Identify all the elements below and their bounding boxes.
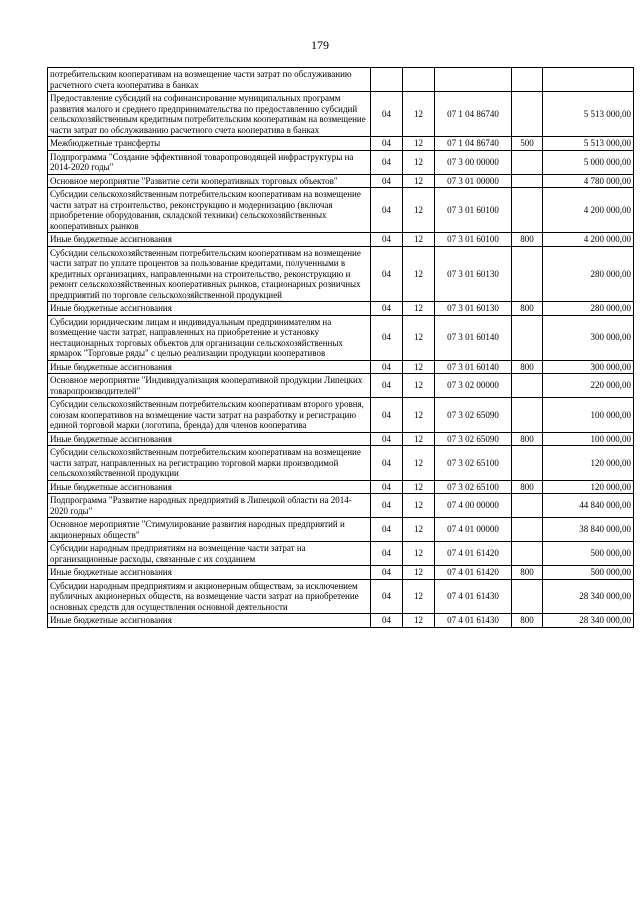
- row-target-code-cell: 07 4 01 61420: [435, 542, 512, 566]
- row-section-cell: 04: [371, 614, 403, 628]
- row-section-cell: 04: [371, 398, 403, 433]
- row-section-cell: 04: [371, 188, 403, 233]
- row-subsection-cell: 12: [403, 92, 435, 137]
- row-subsection-cell: 12: [403, 188, 435, 233]
- row-expense-type-cell: 800: [512, 360, 543, 374]
- row-subsection-cell: 12: [403, 542, 435, 566]
- row-expense-type-cell: 800: [512, 614, 543, 628]
- row-target-code-cell: 07 4 01 61420: [435, 566, 512, 580]
- row-expense-type-cell: [512, 494, 543, 518]
- row-name-cell: Субсидии сельскохозяйственным потребительским кооперативам на возмещение части затрат, направленных на регистрацию торговой марки производимой сельскохозяйственной продукции: [48, 446, 371, 481]
- row-expense-type-cell: [512, 174, 543, 188]
- row-amount-cell: 280 000,00: [543, 302, 634, 316]
- row-name-cell: Подпрограмма "Развитие народных предприятий в Липецкой области на 2014-2020 годы": [48, 494, 371, 518]
- table-row: [48, 137, 634, 151]
- row-expense-type-cell: [512, 246, 543, 302]
- row-subsection-cell: [403, 68, 435, 92]
- table-row: [48, 566, 634, 580]
- row-section-cell: 04: [371, 233, 403, 247]
- row-target-code-cell: [435, 68, 512, 92]
- table-row: [48, 68, 634, 92]
- row-expense-type-cell: 800: [512, 566, 543, 580]
- row-target-code-cell: 07 4 00 00000: [435, 494, 512, 518]
- row-amount-cell: 280 000,00: [543, 246, 634, 302]
- page-number: 179: [311, 38, 329, 52]
- table-row: [48, 92, 634, 137]
- row-target-code-cell: 07 3 01 60100: [435, 188, 512, 233]
- row-amount-cell: [543, 68, 634, 92]
- row-amount-cell: 4 780 000,00: [543, 174, 634, 188]
- row-amount-cell: 5 513 000,00: [543, 92, 634, 137]
- row-target-code-cell: 07 3 01 60100: [435, 233, 512, 247]
- row-section-cell: 04: [371, 315, 403, 360]
- row-name-cell: Иные бюджетные ассигнования: [48, 614, 371, 628]
- row-expense-type-cell: [512, 446, 543, 481]
- budget-table: [47, 67, 634, 628]
- row-subsection-cell: 12: [403, 398, 435, 433]
- row-expense-type-cell: 800: [512, 233, 543, 247]
- row-amount-cell: 4 200 000,00: [543, 233, 634, 247]
- row-amount-cell: 300 000,00: [543, 360, 634, 374]
- row-amount-cell: 220 000,00: [543, 374, 634, 398]
- row-expense-type-cell: 800: [512, 480, 543, 494]
- table-row: [48, 233, 634, 247]
- row-subsection-cell: 12: [403, 494, 435, 518]
- row-subsection-cell: 12: [403, 446, 435, 481]
- row-target-code-cell: 07 3 01 60130: [435, 302, 512, 316]
- row-name-cell: Основное мероприятие "Индивидуализация кооперативной продукции Липецких товаропроизводителей": [48, 374, 371, 398]
- table-row: [48, 432, 634, 446]
- row-target-code-cell: 07 3 00 00000: [435, 150, 512, 174]
- row-expense-type-cell: 800: [512, 432, 543, 446]
- row-subsection-cell: 12: [403, 374, 435, 398]
- row-section-cell: 04: [371, 92, 403, 137]
- table-row: [48, 360, 634, 374]
- row-section-cell: 04: [371, 150, 403, 174]
- row-amount-cell: 120 000,00: [543, 480, 634, 494]
- row-name-cell: Субсидии сельскохозяйственным потребительским кооперативам второго уровня, союзам кооперативов на возмещение части затрат на разработку и регистрацию единой торговой марки (логотипа, бренда) для членов кооператива: [48, 398, 371, 433]
- row-section-cell: 04: [371, 446, 403, 481]
- row-subsection-cell: 12: [403, 579, 435, 614]
- row-section-cell: 04: [371, 302, 403, 316]
- row-amount-cell: 120 000,00: [543, 446, 634, 481]
- row-target-code-cell: 07 4 01 61430: [435, 614, 512, 628]
- table-row: [48, 246, 634, 302]
- table-row: [48, 494, 634, 518]
- row-amount-cell: 500 000,00: [543, 566, 634, 580]
- row-name-cell: Иные бюджетные ассигнования: [48, 480, 371, 494]
- row-expense-type-cell: 500: [512, 137, 543, 151]
- row-target-code-cell: 07 1 04 86740: [435, 92, 512, 137]
- row-name-cell: Основное мероприятие "Развитие сети кооперативных торговых объектов": [48, 174, 371, 188]
- row-subsection-cell: 12: [403, 302, 435, 316]
- row-name-cell: Иные бюджетные ассигнования: [48, 360, 371, 374]
- table-row: [48, 315, 634, 360]
- table-row: [48, 188, 634, 233]
- table-row: [48, 480, 634, 494]
- table-row: [48, 302, 634, 316]
- row-section-cell: 04: [371, 566, 403, 580]
- row-subsection-cell: 12: [403, 518, 435, 542]
- table-row: [48, 446, 634, 481]
- row-target-code-cell: 07 4 01 61430: [435, 579, 512, 614]
- row-target-code-cell: 07 3 02 65090: [435, 398, 512, 433]
- row-name-cell: потребительским кооперативам на возмещение части затрат по обслуживанию расчетного счета кооператива в банках: [48, 68, 371, 92]
- row-section-cell: 04: [371, 494, 403, 518]
- row-section-cell: 04: [371, 246, 403, 302]
- row-expense-type-cell: 800: [512, 302, 543, 316]
- row-target-code-cell: 07 3 02 00000: [435, 374, 512, 398]
- row-amount-cell: 28 340 000,00: [543, 614, 634, 628]
- table-row: [48, 398, 634, 433]
- row-target-code-cell: 07 3 01 60140: [435, 315, 512, 360]
- row-target-code-cell: 07 1 04 86740: [435, 137, 512, 151]
- row-name-cell: Иные бюджетные ассигнования: [48, 432, 371, 446]
- row-amount-cell: 4 200 000,00: [543, 188, 634, 233]
- row-name-cell: Субсидии юридическим лицам и индивидуальным предпринимателям на возмещение части затрат, направленных на приобретение и установку нестационарных торговых объектов для организации сельскохозяйственных ярмарок "Торговые ряды" с целью реализации продукции кооперативов: [48, 315, 371, 360]
- row-expense-type-cell: [512, 315, 543, 360]
- row-expense-type-cell: [512, 374, 543, 398]
- row-section-cell: 04: [371, 579, 403, 614]
- row-amount-cell: 100 000,00: [543, 432, 634, 446]
- row-subsection-cell: 12: [403, 566, 435, 580]
- row-section-cell: 04: [371, 174, 403, 188]
- row-section-cell: 04: [371, 360, 403, 374]
- row-expense-type-cell: [512, 542, 543, 566]
- row-amount-cell: 38 840 000,00: [543, 518, 634, 542]
- row-amount-cell: 100 000,00: [543, 398, 634, 433]
- row-name-cell: Подпрограмма "Создание эффективной товаропроводящей инфраструктуры на 2014-2020 годы": [48, 150, 371, 174]
- row-target-code-cell: 07 3 01 60130: [435, 246, 512, 302]
- row-section-cell: 04: [371, 432, 403, 446]
- table-row: [48, 174, 634, 188]
- row-expense-type-cell: [512, 518, 543, 542]
- row-name-cell: Межбюджетные трансферты: [48, 137, 371, 151]
- row-name-cell: Иные бюджетные ассигнования: [48, 302, 371, 316]
- row-subsection-cell: 12: [403, 480, 435, 494]
- row-section-cell: [371, 68, 403, 92]
- row-subsection-cell: 12: [403, 432, 435, 446]
- row-section-cell: 04: [371, 542, 403, 566]
- row-subsection-cell: 12: [403, 137, 435, 151]
- row-target-code-cell: 07 3 02 65100: [435, 480, 512, 494]
- table-row: [48, 150, 634, 174]
- row-target-code-cell: 07 3 02 65090: [435, 432, 512, 446]
- table-row: [48, 374, 634, 398]
- row-expense-type-cell: [512, 92, 543, 137]
- row-section-cell: 04: [371, 374, 403, 398]
- row-expense-type-cell: [512, 188, 543, 233]
- row-name-cell: Субсидии народным предприятиям на возмещение части затрат на организационные расходы, связанные с их созданием: [48, 542, 371, 566]
- row-name-cell: Иные бюджетные ассигнования: [48, 566, 371, 580]
- row-name-cell: Субсидии сельскохозяйственным потребительским кооперативам на возмещение части затрат на строительство, реконструкцию и модернизацию (включая приобретение оборудования, складской техники) сельскохозяйственных кооперативных рынков: [48, 188, 371, 233]
- row-section-cell: 04: [371, 518, 403, 542]
- row-amount-cell: 500 000,00: [543, 542, 634, 566]
- row-target-code-cell: 07 4 01 00000: [435, 518, 512, 542]
- row-subsection-cell: 12: [403, 150, 435, 174]
- row-target-code-cell: 07 3 02 65100: [435, 446, 512, 481]
- row-amount-cell: 5 513 000,00: [543, 137, 634, 151]
- row-name-cell: Предоставление субсидий на софинансирование муниципальных программ развития малого и среднего предпринимательства по предоставлению субсидий сельскохозяйственным кредитным потребительским кооперативам на возмещение части затрат по обслуживанию расчетного счета кооператива в банках: [48, 92, 371, 137]
- row-section-cell: 04: [371, 480, 403, 494]
- row-name-cell: Иные бюджетные ассигнования: [48, 233, 371, 247]
- row-subsection-cell: 12: [403, 174, 435, 188]
- row-amount-cell: 300 000,00: [543, 315, 634, 360]
- row-expense-type-cell: [512, 68, 543, 92]
- row-expense-type-cell: [512, 150, 543, 174]
- row-subsection-cell: 12: [403, 614, 435, 628]
- row-expense-type-cell: [512, 398, 543, 433]
- row-expense-type-cell: [512, 579, 543, 614]
- row-subsection-cell: 12: [403, 315, 435, 360]
- row-amount-cell: 44 840 000,00: [543, 494, 634, 518]
- row-target-code-cell: 07 3 01 00000: [435, 174, 512, 188]
- table-row: [48, 542, 634, 566]
- row-subsection-cell: 12: [403, 246, 435, 302]
- table-row: [48, 614, 634, 628]
- row-subsection-cell: 12: [403, 360, 435, 374]
- row-section-cell: 04: [371, 137, 403, 151]
- table-row: [48, 579, 634, 614]
- row-target-code-cell: 07 3 01 60140: [435, 360, 512, 374]
- row-amount-cell: 5 000 000,00: [543, 150, 634, 174]
- budget-table-body: [48, 68, 634, 628]
- row-name-cell: Основное мероприятие "Стимулирование развития народных предприятий и акционерных обществ": [48, 518, 371, 542]
- row-name-cell: Субсидии народным предприятиям и акционерным обществам, за исключением публичных акционерных обществ, на возмещение части затрат на приобретение основных средств для осуществления основной деятельности: [48, 579, 371, 614]
- row-amount-cell: 28 340 000,00: [543, 579, 634, 614]
- table-row: [48, 518, 634, 542]
- row-name-cell: Субсидии сельскохозяйственным потребительским кооперативам на возмещение части затрат по уплате процентов за пользование кредитами, полученными в кредитных организациях, направленными на строительство, реконструкцию и ремонт сельскохозяйственных кооперативных рынков, стационарных розничных предприятий по торговле сельскохозяйственной продукцией: [48, 246, 371, 302]
- row-subsection-cell: 12: [403, 233, 435, 247]
